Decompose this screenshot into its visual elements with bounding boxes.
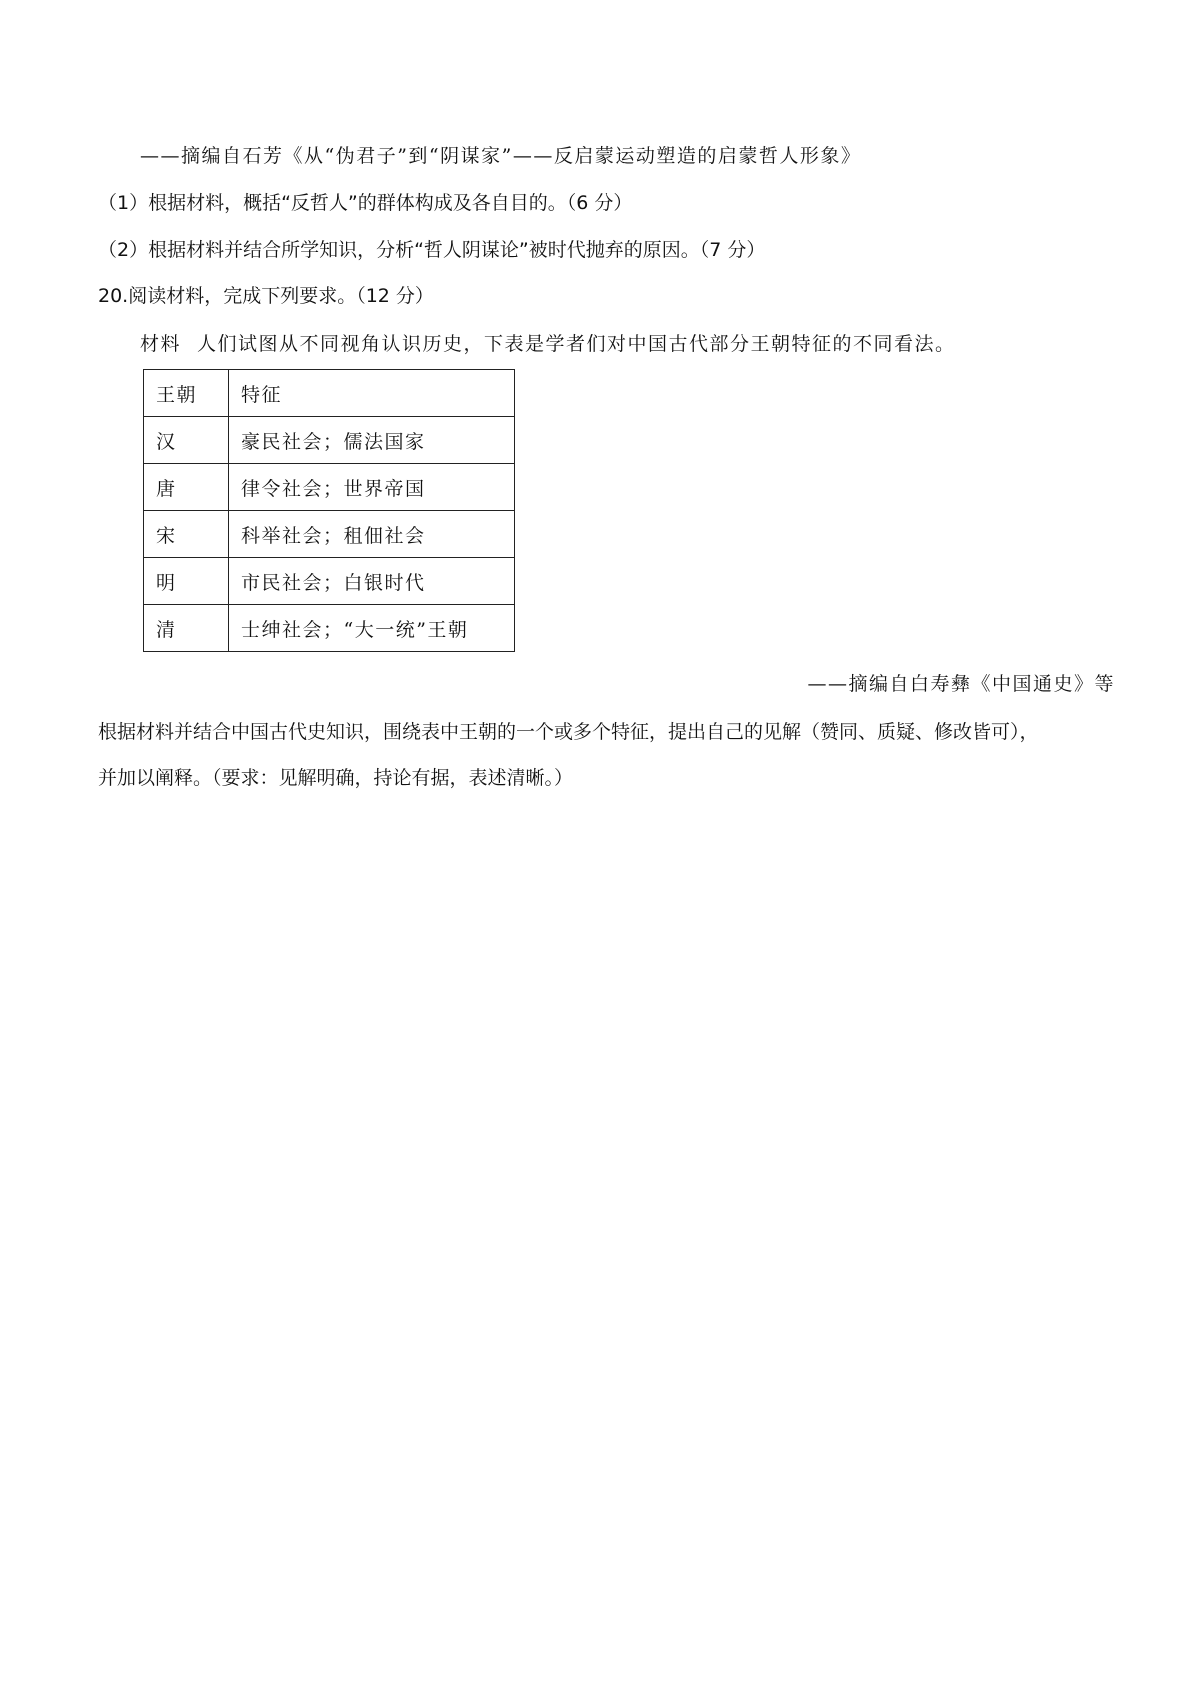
table-cell-dynasty: 宋	[144, 511, 229, 558]
question-20-title: 20.阅读材料，完成下列要求。（12 分）	[98, 285, 434, 307]
table-row	[144, 558, 515, 605]
table-cell-dynasty: 唐	[144, 464, 229, 511]
table-cell-feature: 律令社会；世界帝国	[229, 464, 515, 511]
table-row	[144, 605, 515, 652]
instruction-line-2: 并加以阐释。（要求：见解明确，持论有据，表述清晰。）	[98, 767, 574, 789]
table-header-row	[144, 370, 515, 417]
source-citation-2: ——摘编自白寿彝《中国通史》等	[807, 673, 1115, 695]
material-intro	[140, 331, 956, 357]
table-row	[144, 511, 515, 558]
table-header-feature: 特征	[229, 370, 515, 417]
table-header-dynasty: 王朝	[144, 370, 229, 417]
table-row	[144, 464, 515, 511]
instruction-line-1: 根据材料并结合中国古代史知识，围绕表中王朝的一个或多个特征，提出自己的见解（赞同、质疑、修改皆可），	[98, 721, 1039, 743]
material-text: 人们试图从不同视角认识历史，下表是学者们对中国古代部分王朝特征的不同看法。	[197, 333, 956, 355]
table-cell-feature: 豪民社会；儒法国家	[229, 417, 515, 464]
table-row	[144, 417, 515, 464]
source-citation-1: ——摘编自石芳《从“伪君子”到“阴谋家”——反启蒙运动塑造的启蒙哲人形象》	[140, 145, 862, 167]
question-2: （2）根据材料并结合所学知识，分析“哲人阴谋论”被时代抛弃的原因。（7 分）	[98, 239, 766, 261]
material-label: 材料	[140, 333, 182, 355]
table-cell-feature: 市民社会；白银时代	[229, 558, 515, 605]
table-cell-feature: 士绅社会；“大一统”王朝	[229, 605, 515, 652]
dynasty-feature-table	[143, 369, 515, 652]
question-1: （1）根据材料，概括“反哲人”的群体构成及各自目的。（6 分）	[98, 192, 633, 214]
table-cell-feature: 科举社会；租佃社会	[229, 511, 515, 558]
table-cell-dynasty: 明	[144, 558, 229, 605]
table-cell-dynasty: 清	[144, 605, 229, 652]
table-cell-dynasty: 汉	[144, 417, 229, 464]
